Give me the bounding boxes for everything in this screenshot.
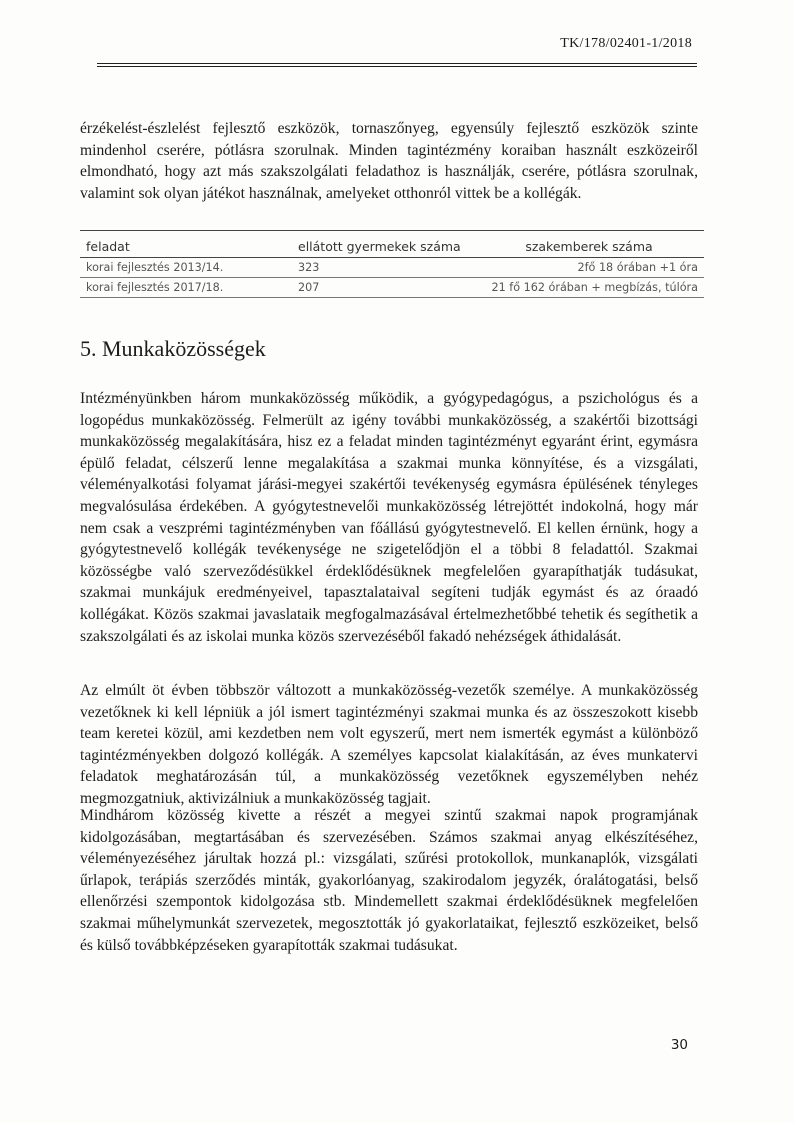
page-number: 30 (670, 1037, 688, 1053)
section-paragraph: Az elmúlt öt évben többször változott a munkaközösség-vezetők személye. A munkaközösség vezetőknek ki kell lépniük a jól ismert tagintézményi szakmai munka és az összeszokott kisebb team keretei közül, ami kezdetben nem volt egyszerű, mert nem ismerték egymást a különböző tagintézményekben dolgozó kollégák. A személyes kapcsolat kialakításán, az éves munkatervi feladatok meghatározásán túl, a munkaközösség vezetőknek egyszemélyben nehéz megmozgatniuk, aktivizálniuk a munkaközösség tagjait. (80, 682, 698, 807)
intro-paragraph: érzékelést-észlelést fejlesztő eszközök, tornaszőnyeg, egyensúly fejlesztő eszközök szinte mindenhol cserére, pótlásra szorulnak. Minden tagintézmény koraiban használt eszközeiről elmondható, hogy azt más szakszolgálati feladathoz is használják, cserére, pótlásra szorulnak, valamint sok olyan játékot használnak, amelyeket otthonról vittek be a kollégák. (80, 120, 698, 202)
section-title: 5. Munkaközösségek (80, 336, 266, 361)
header-rule (97, 63, 697, 67)
table-header-row (80, 231, 704, 258)
table-header-cell: feladat (80, 231, 292, 258)
data-table (80, 230, 704, 298)
table-header-cell: szakemberek száma (474, 231, 704, 258)
table-cell: 21 fő 162 órában + megbízás, túlóra (474, 278, 704, 298)
table-cell: 2fő 18 órában +1 óra (474, 258, 704, 278)
table-row (80, 258, 704, 278)
table-cell: 323 (292, 258, 474, 278)
table-header-cell: ellátott gyermekek száma (292, 231, 474, 258)
header-reference: TK/178/02401-1/2018 (560, 36, 692, 51)
section-paragraph: Mindhárom közösség kivette a részét a megyei szintű szakmai napok programjának kidolgozásában, megtartásában és szervezésében. Számos szakmai anyag elkészítéséhez, véleményezéséhez járultak hozzá pl.: vizsgálati, szűrési protokollok, munkanaplók, vizsgálati űrlapok, terápiás szerződés minták, gyakorlóanyag, szakirodalom jegyzék, óralátogatási, belső ellenőrzési szempontok kidolgozása stb. Mindemellett szakmai érdeklődésüknek megfelelően szakmai műhelymunkát szervezetek, megosztották jó gyakorlataikat, fejlesztő eszközeiket, belső és külső továbbképzéseken gyarapították szakmai tudásukat. (80, 807, 698, 954)
table-cell: korai fejlesztés 2013/14. (80, 258, 292, 278)
table-cell: korai fejlesztés 2017/18. (80, 278, 292, 298)
table-cell: 207 (292, 278, 474, 298)
section-paragraph: Intézményünkben három munkaközösség működik, a gyógypedagógus, a pszichológus és a logopédus munkaközösség. Felmerült az igény további munkaközösség, a szakértői bizottsági munkaközösség megalakítására, hisz ez a feladat minden tagintézményt egyaránt érint, egymásra épülő feladat, célszerű lenne megalakítása a szakmai munka könnyítése, és a vizsgálati, véleményalkotási folyamat járási-megyei szakértői tevékenység egymásra épülésének tényleges megvalósulása érdekében. A gyógytestnevelői munkaközösség létrejöttét indokolná, hogy már nem csak a veszprémi tagintézményben van főállású gyógytestnevelő. El kellen érnünk, hogy a gyógytestnevelő kollégák tevékenysége ne szigetelődjön el a többi 8 feladattól. Szakmai közösségbe való szerveződésükkel érdeklődésüknek megfelelően gyarapíthatják tudásukat, szakmai munkájuk eredményeivel, tapasztalataival segíteni tudják egymást és az óraadó kollégákat. Közös szakmai javaslataik megfogalmazásával értelmezhetőbbé tehetik és segíthetik a szakszolgálati és az iskolai munka közös szervezéséből fakadó nehézségek áthidalását. (80, 390, 698, 645)
table-row (80, 278, 704, 298)
